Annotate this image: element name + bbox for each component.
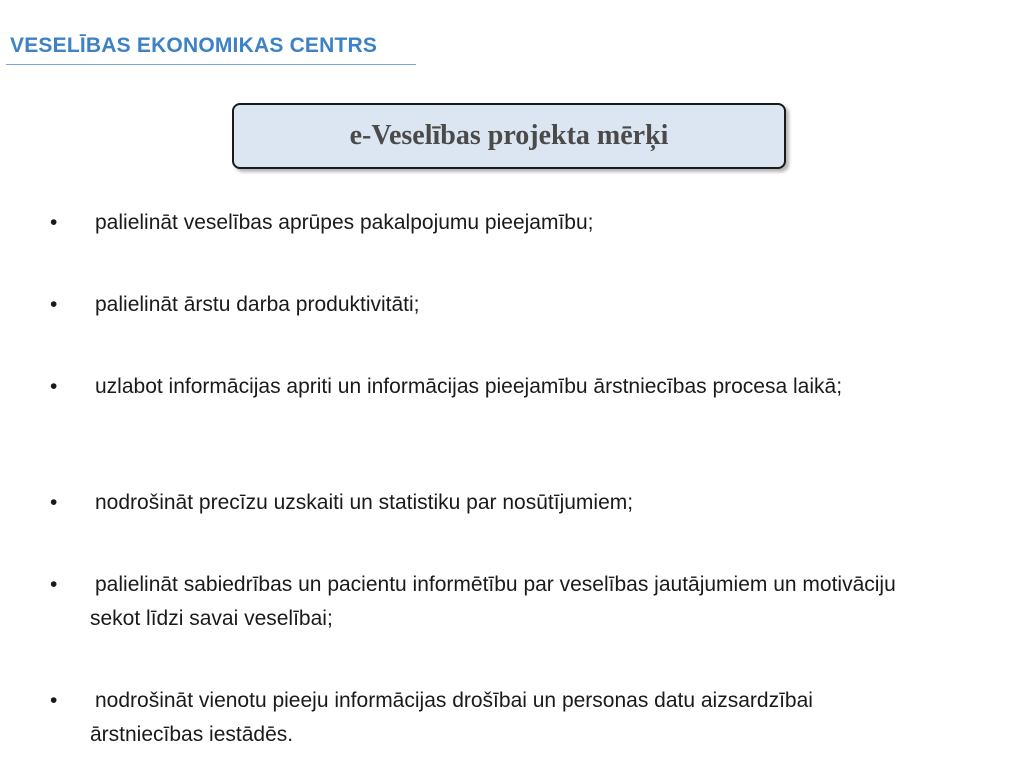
bullet-icon: •	[50, 375, 58, 398]
bullet-icon: •	[50, 211, 58, 234]
org-header	[6, 34, 416, 65]
goal-text: uzlabot informācijas apriti un informācijas pieejamību ārstniecības procesa laikā;	[95, 375, 843, 398]
bullet-icon: •	[50, 573, 58, 596]
goal-item	[46, 684, 926, 752]
goal-text: palielināt sabiedrības un pacientu informētību par veselības jautājumiem un motivāciju sekot līdzi savai veselībai;	[90, 573, 896, 630]
goal-text: nodrošināt vienotu pieeju informācijas drošībai un personas datu aizsardzībai ārstniecības iestādēs.	[90, 689, 813, 746]
bullet-icon: •	[50, 293, 58, 316]
slide-title: e-Veselības projekta mērķi	[349, 120, 669, 151]
bullet-icon: •	[50, 491, 58, 514]
goal-item	[46, 568, 926, 636]
goal-item	[46, 486, 926, 520]
goal-text: nodrošināt precīzu uzskaiti un statistiku par nosūtījumiem;	[95, 491, 634, 514]
org-name: VESELĪBAS EKONOMIKAS CENTRS	[10, 34, 378, 57]
goal-item	[46, 288, 926, 322]
slide-title-box	[232, 103, 786, 169]
goal-item	[46, 206, 926, 240]
goal-text: palielināt veselības aprūpes pakalpojumu pieejamību;	[95, 211, 594, 234]
goal-item	[46, 370, 926, 404]
goal-text: palielināt ārstu darba produktivitāti;	[95, 293, 420, 316]
bullet-icon: •	[50, 689, 58, 712]
